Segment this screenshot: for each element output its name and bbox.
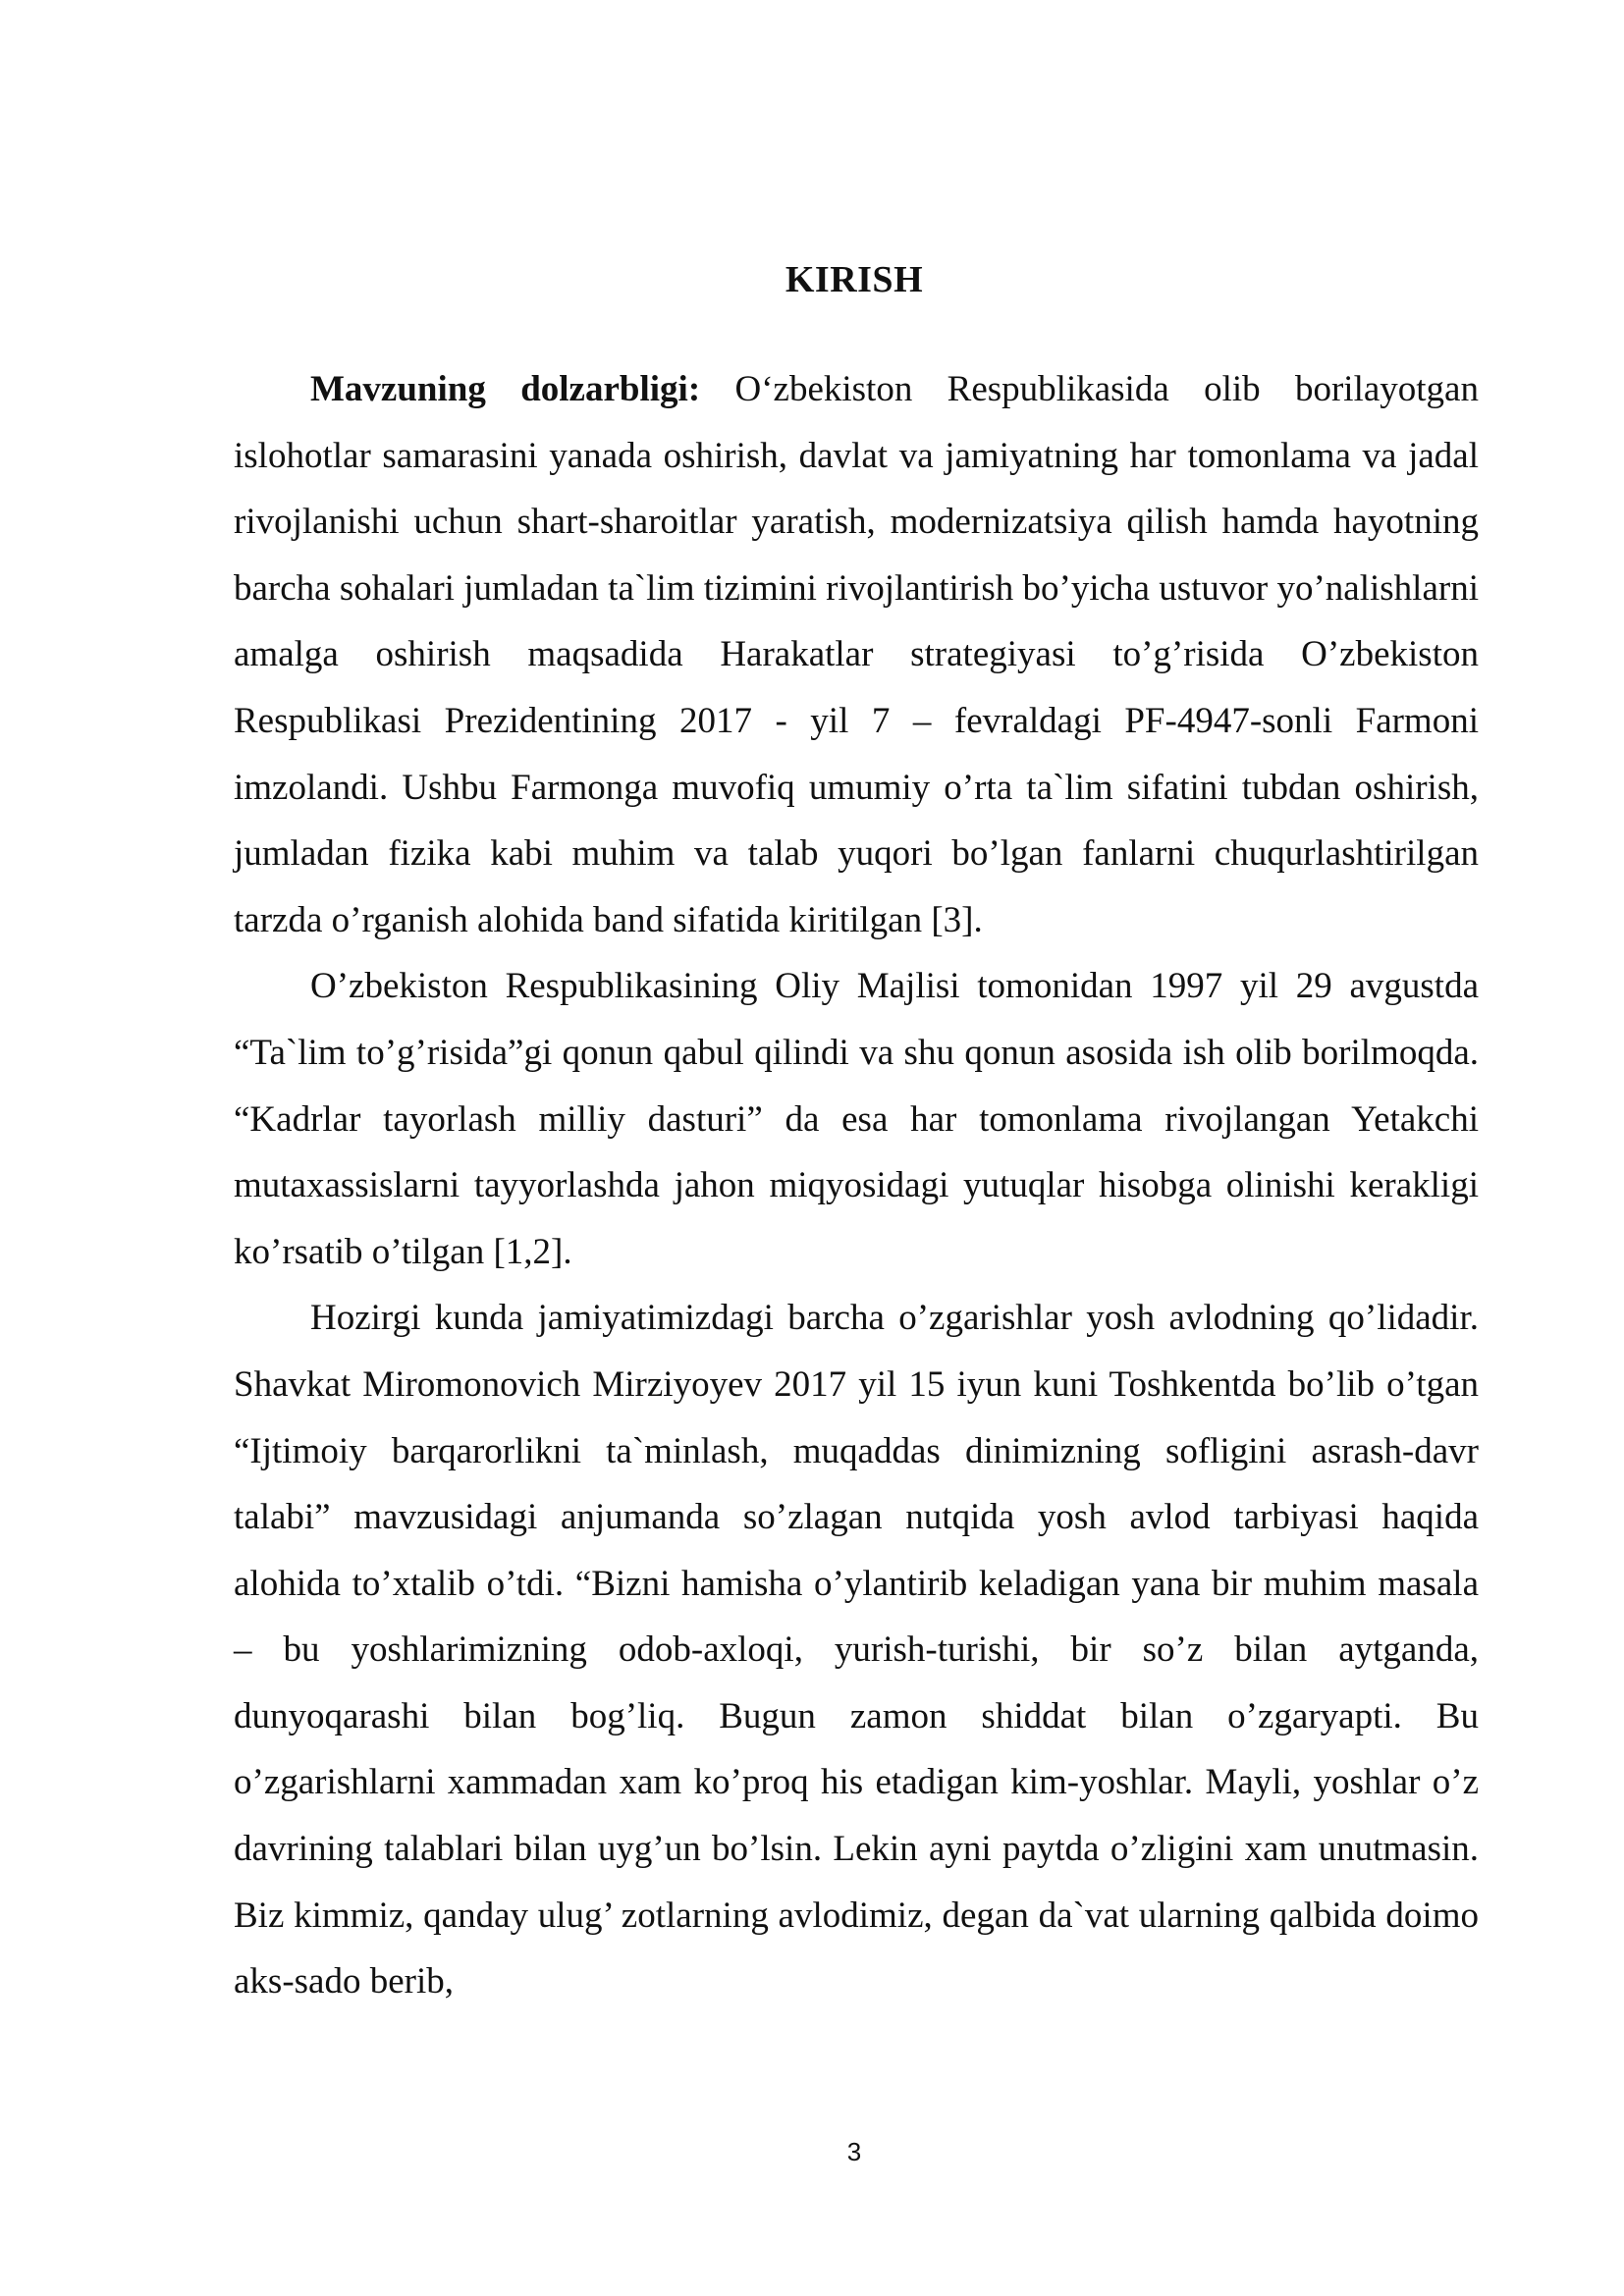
page-title: KIRISH <box>785 259 924 301</box>
paragraph-education-law <box>234 953 1479 1285</box>
paragraph-lead: Mavzuning dolzarbligi: <box>310 369 701 409</box>
paragraph-text: Hozirgi kunda jamiyatimizdagi barcha o’zgarishlar yosh avlodning qo’lidadir. Shavkat Miromonovich Mirziyoyev 2017 yil 15 iyun kuni Toshkentda bo’lib o’tgan “Ijtimoiy barqarorlikni ta`minlash, muqaddas dinimizning sofligini asrash-davr talabi” mavzusidagi anjumanda so’zlagan nutqida yosh avlod tarbiyasi haqida alohida to’xtalib o’tdi. “Bizni hamisha o’ylantirib keladigan yana bir muhim masala – bu yoshlarimizning odob-axloqi, yurish-turishi, bir so’z bilan aytganda, dunyoqarashi bilan bog’liq. Bugun zamon shiddat bilan o’zgaryapti. Bu o’zgarishlarni xammadan xam ko’proq his etadigan kim-yoshlar. Mayli, yoshlar o’z davrining talablari bilan uyg’un bo’lsin. Lekin ayni paytda o’zligini xam unutmasin. Biz kimmiz, qanday ulug’ zotlarning avlodimiz, degan da`vat ularning qalbida doimo aks-sado berib, <box>234 1298 1479 2002</box>
paragraph-text: O’zbekiston Respublikasining Oliy Majlisi tomonidan 1997 yil 29 avgustda “Ta`lim to’g’risida”gi qonun qabul qilindi va shu qonun asosida ish olib borilmoqda. “Kadrlar tayorlash milliy dasturi” da esa har tomonlama rivojlangan Yetakchi mutaxassislarni tayyorlashda jahon miqyosidagi yutuqlar hisobga olinishi kerakligi ko’rsatib o’tilgan [1,2]. <box>234 966 1479 1272</box>
paragraph-relevance <box>234 356 1479 953</box>
paragraph-youth <box>234 1285 1479 2015</box>
page-number: 3 <box>846 2137 862 2166</box>
paragraph-text: O‘zbekiston Respublikasida olib borilayotgan islohotlar samarasini yanada oshirish, davlat va jamiyatning har tomonlama va jadal rivojlanishi uchun shart-sharoitlar yaratish, modernizatsiya qilish hamda hayotning barcha sohalari jumladan ta`lim tizimini rivojlantirish bo’yicha ustuvor yo’nalishlarni amalga oshirish maqsadida Harakatlar strategiyasi to’g’risida O’zbekiston Respublikasi Prezidentining 2017 - yil 7 – fevraldagi PF-4947-sonli Farmoni imzolandi. Ushbu Farmonga muvofiq umumiy o’rta ta`lim sifatini tubdan oshirish, jumladan fizika kabi muhim va talab yuqori bo’lgan fanlarni chuqurlashtirilgan tarzda o’rganish alohida band sifatida kiritilgan [3]. <box>234 369 1479 940</box>
body-text <box>234 356 1479 2015</box>
